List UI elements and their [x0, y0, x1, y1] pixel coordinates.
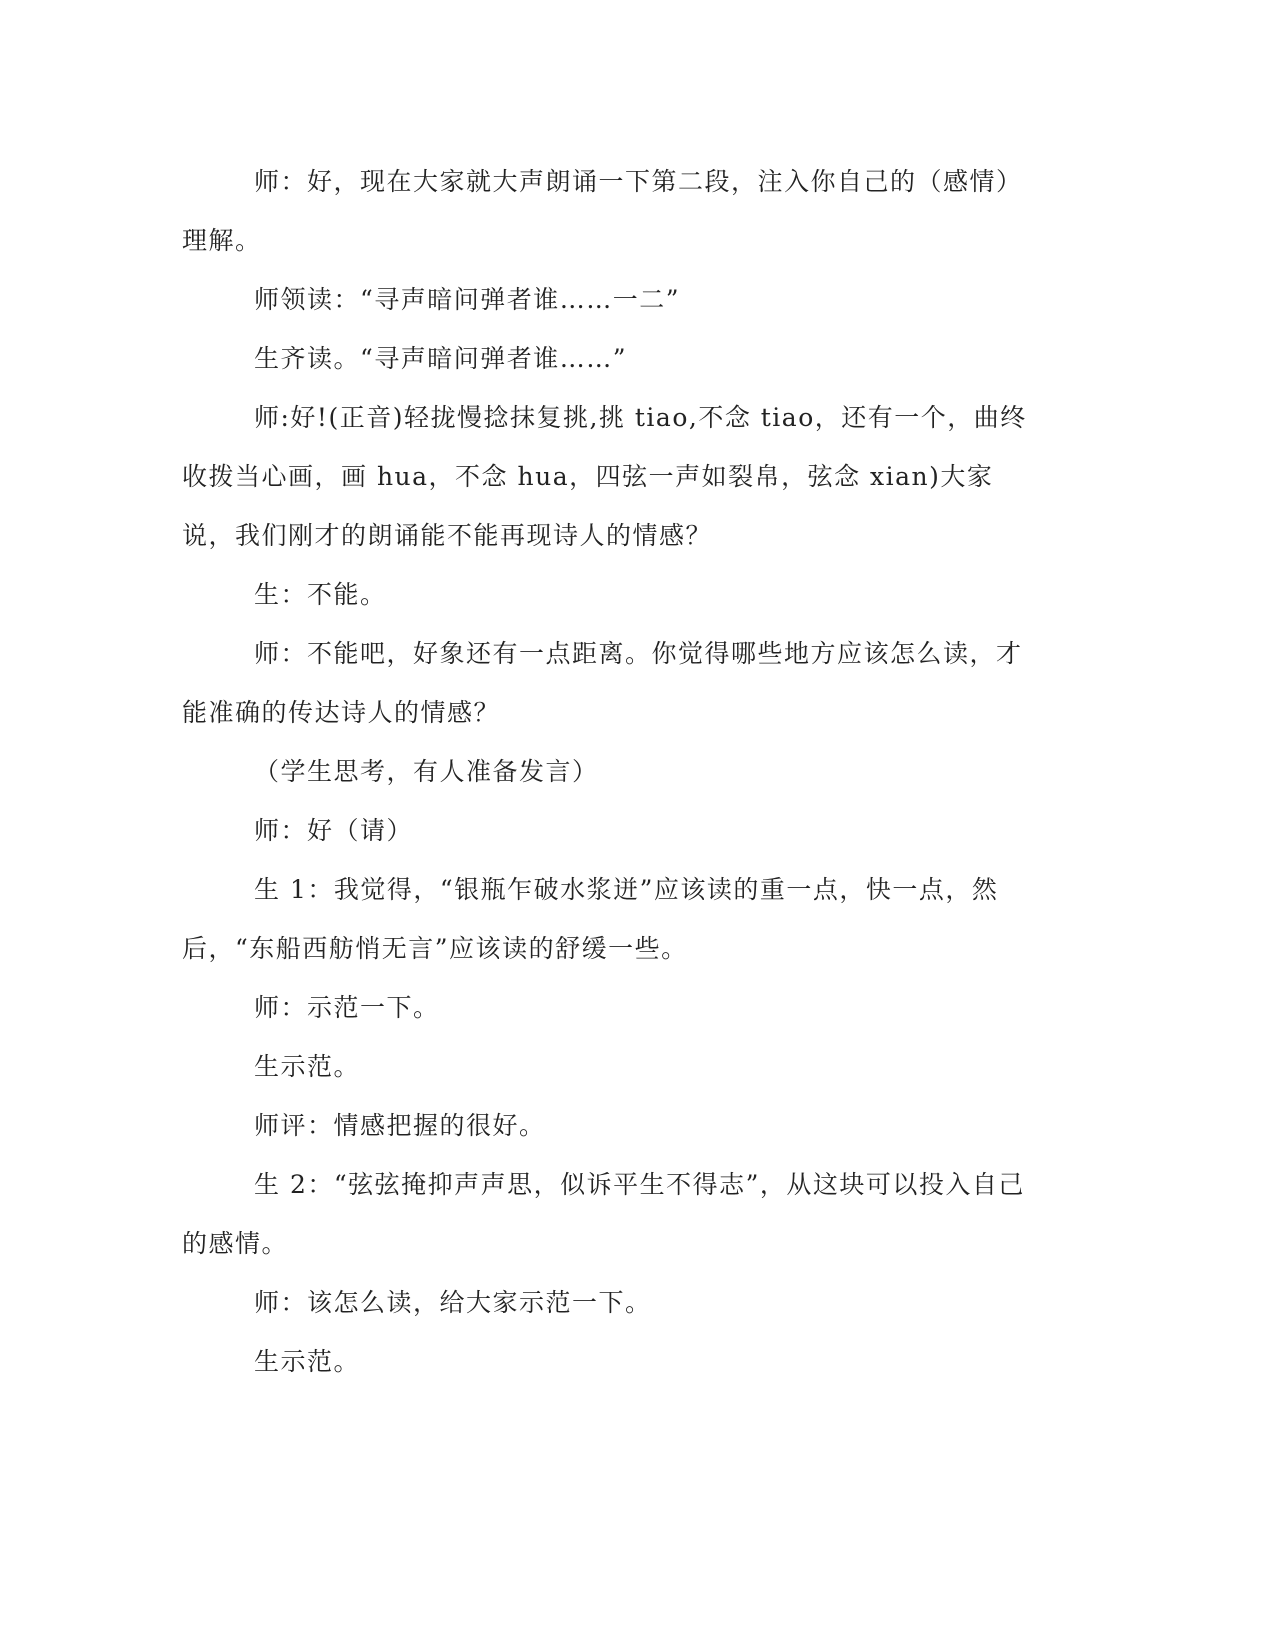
- paragraph-6: 师：不能吧，好象还有一点距离。你觉得哪些地方应该怎么读，才能准确的传达诗人的情感？: [182, 639, 1023, 727]
- paragraph-4: 师:好!(正音)轻拢慢捻抹复挑,挑 tiao,不念 tiao，还有一个，曲终收拨当心画，画 hua，不念 hua，四弦一声如裂帛，弦念 xian)大家说，我们刚才的朗诵能不能再现诗人的情感？: [182, 403, 1027, 550]
- paragraph-13: 生 2：“弦弦掩抑声声思，似诉平生不得志”，从这块可以投入自己的感情。: [182, 1170, 1025, 1258]
- paragraph-3: 生齐读。“寻声暗问弹者谁……”: [254, 344, 628, 373]
- paragraph-10: 师：示范一下。: [254, 993, 440, 1022]
- paragraph-7: （学生思考，有人准备发言）: [254, 757, 599, 786]
- paragraph-12: 师评：情感把握的很好。: [254, 1111, 546, 1140]
- paragraph-11: 生示范。: [254, 1052, 361, 1081]
- document-body: [182, 152, 1032, 1391]
- paragraph-15: 生示范。: [254, 1347, 361, 1376]
- paragraph-2: 师领读：“寻声暗问弹者谁……一二”: [254, 285, 681, 314]
- paragraph-1: 师：好，现在大家就大声朗诵一下第二段，注入你自己的（感情）理解。: [182, 167, 1023, 255]
- paragraph-5: 生：不能。: [254, 580, 387, 609]
- paragraph-8: 师：好（请）: [254, 816, 414, 845]
- paragraph-9: 生 1：我觉得，“银瓶乍破水浆迸”应该读的重一点，快一点，然后，“东船西舫悄无言”应该读的舒缓一些。: [182, 875, 999, 963]
- paragraph-14: 师：该怎么读，给大家示范一下。: [254, 1288, 652, 1317]
